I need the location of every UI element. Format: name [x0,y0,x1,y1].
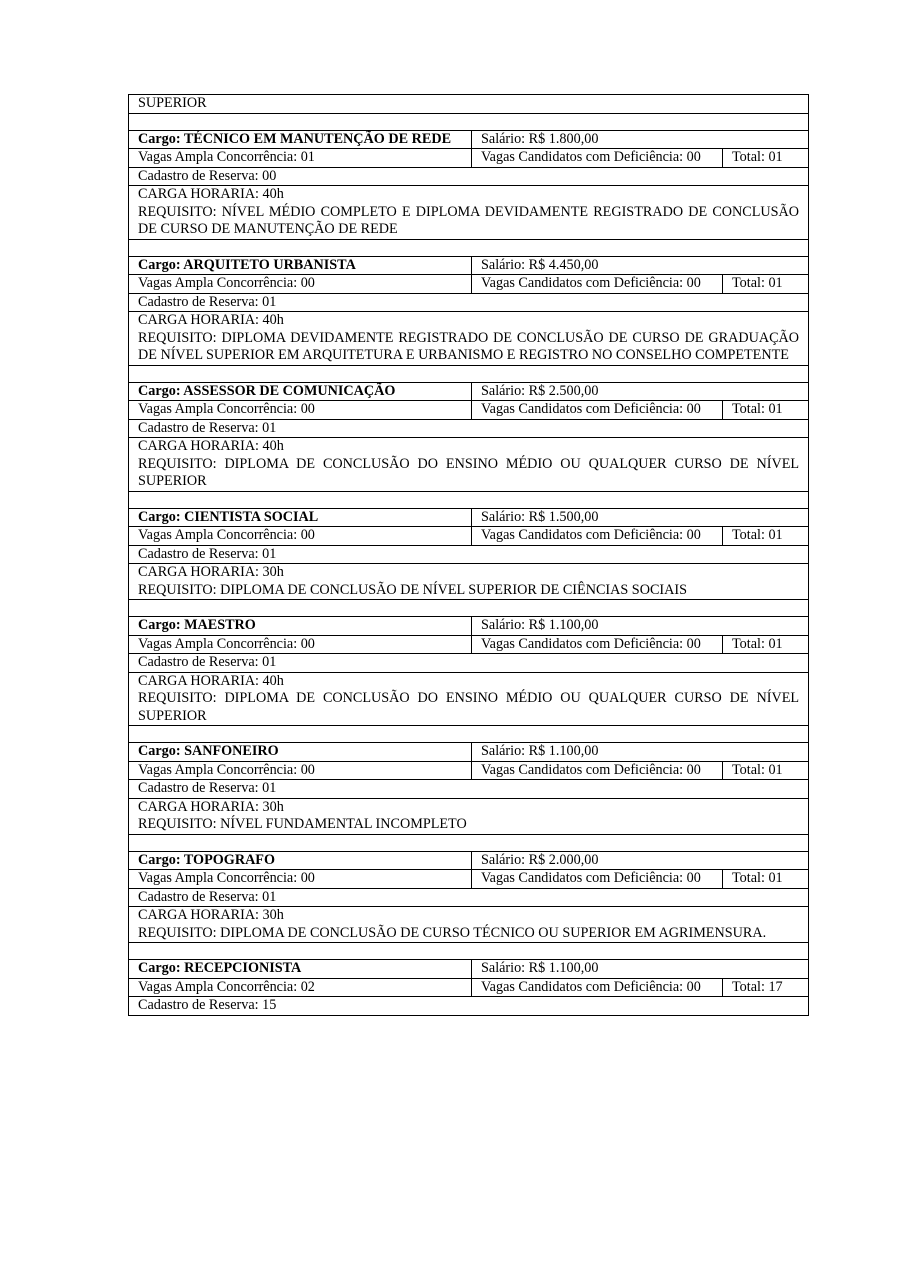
reserve-row [129,654,809,673]
vacancies-row [129,401,809,420]
cargo-row [129,130,809,149]
cargo-title: Cargo: SANFONEIRO [129,743,472,762]
reserve-registry: Cadastro de Reserva: 15 [129,997,809,1016]
salary: Salário: R$ 1.500,00 [472,508,809,527]
cargo-row [129,960,809,979]
reserve-row [129,997,809,1016]
salary: Salário: R$ 2.500,00 [472,382,809,401]
reserve-row [129,419,809,438]
cargo-row [129,743,809,762]
requirements-row [129,672,809,726]
reserve-row [129,545,809,564]
spacer-row [129,365,809,382]
workload: CARGA HORARIA: 30h [138,907,284,923]
spacer-cell [129,113,809,130]
cargo-row [129,256,809,275]
requirement: REQUISITO: DIPLOMA DE CONCLUSÃO DE CURSO TÉCNICO OU SUPERIOR EM AGRIMENSURA. [138,924,767,941]
spacer-row [129,600,809,617]
requirement: REQUISITO: DIPLOMA DE CONCLUSÃO DO ENSINO MÉDIO OU QUALQUER CURSO DE NÍVEL SUPERIOR [138,690,800,724]
requirements-row [129,907,809,943]
cargo-row [129,851,809,870]
requirements-cell [129,186,809,240]
spacer-row [129,726,809,743]
requirement: REQUISITO: DIPLOMA DEVIDAMENTE REGISTRADO DE CONCLUSÃO DE CURSO DE GRADUAÇÃO DE NÍVEL SUPERIOR EM ARQUITETURA E URBANISMO E REGISTRO NO CONSELHO COMPETENTE [138,329,800,363]
cargo-title: Cargo: TOPOGRAFO [129,851,472,870]
cargo-title: Cargo: ASSESSOR DE COMUNICAÇÃO [129,382,472,401]
top-line-text: SUPERIOR [129,95,809,114]
requirements-cell [129,907,809,943]
vacancies-total: Total: 01 [723,527,809,546]
spacer-row [129,834,809,851]
vacancies-row [129,149,809,168]
vacancies-general: Vagas Ampla Concorrência: 02 [129,978,472,997]
spacer-cell [129,600,809,617]
reserve-row [129,167,809,186]
cargo-row [129,617,809,636]
spacer-row [129,943,809,960]
vacancies-total: Total: 01 [723,870,809,889]
spacer-cell [129,491,809,508]
vacancies-disability: Vagas Candidatos com Deficiência: 00 [472,527,723,546]
vacancies-general: Vagas Ampla Concorrência: 00 [129,275,472,294]
reserve-registry: Cadastro de Reserva: 01 [129,293,809,312]
vacancies-disability: Vagas Candidatos com Deficiência: 00 [472,401,723,420]
cargo-title: Cargo: TÉCNICO EM MANUTENÇÃO DE REDE [129,130,472,149]
vacancies-total: Total: 01 [723,635,809,654]
requirements-row [129,798,809,834]
reserve-row [129,888,809,907]
job-positions-table [128,94,809,1016]
spacer-cell [129,834,809,851]
spacer-cell [129,943,809,960]
spacer-cell [129,239,809,256]
salary: Salário: R$ 1.100,00 [472,617,809,636]
vacancies-row [129,635,809,654]
cargo-title: Cargo: CIENTISTA SOCIAL [129,508,472,527]
workload: CARGA HORARIA: 40h [138,438,284,454]
cargo-title: Cargo: ARQUITETO URBANISTA [129,256,472,275]
salary: Salário: R$ 4.450,00 [472,256,809,275]
job-positions-document [128,94,808,1016]
reserve-registry: Cadastro de Reserva: 01 [129,888,809,907]
vacancies-disability: Vagas Candidatos com Deficiência: 00 [472,635,723,654]
requirements-row [129,564,809,600]
vacancies-total: Total: 01 [723,401,809,420]
spacer-row [129,491,809,508]
workload: CARGA HORARIA: 30h [138,564,284,580]
requirement: REQUISITO: DIPLOMA DE CONCLUSÃO DO ENSINO MÉDIO OU QUALQUER CURSO DE NÍVEL SUPERIOR [138,455,800,489]
workload: CARGA HORARIA: 40h [138,186,284,202]
vacancies-general: Vagas Ampla Concorrência: 00 [129,870,472,889]
requirement: REQUISITO: DIPLOMA DE CONCLUSÃO DE NÍVEL SUPERIOR DE CIÊNCIAS SOCIAIS [138,581,687,598]
top-continuation-row [129,95,809,114]
reserve-row [129,780,809,799]
vacancies-total: Total: 01 [723,761,809,780]
spacer-row [129,113,809,130]
vacancies-disability: Vagas Candidatos com Deficiência: 00 [472,870,723,889]
workload: CARGA HORARIA: 40h [138,312,284,328]
vacancies-general: Vagas Ampla Concorrência: 01 [129,149,472,168]
vacancies-disability: Vagas Candidatos com Deficiência: 00 [472,275,723,294]
reserve-registry: Cadastro de Reserva: 00 [129,167,809,186]
reserve-row [129,293,809,312]
requirement: REQUISITO: NÍVEL FUNDAMENTAL INCOMPLETO [138,816,467,832]
salary: Salário: R$ 1.100,00 [472,743,809,762]
workload: CARGA HORARIA: 40h [138,672,284,689]
spacer-row [129,239,809,256]
vacancies-general: Vagas Ampla Concorrência: 00 [129,401,472,420]
reserve-registry: Cadastro de Reserva: 01 [129,545,809,564]
salary: Salário: R$ 1.100,00 [472,960,809,979]
spacer-cell [129,726,809,743]
cargo-title: Cargo: MAESTRO [129,617,472,636]
requirements-cell [129,798,809,834]
cargo-row [129,508,809,527]
workload: CARGA HORARIA: 30h [138,798,284,815]
requirements-row [129,438,809,492]
vacancies-general: Vagas Ampla Concorrência: 00 [129,635,472,654]
vacancies-total: Total: 17 [723,978,809,997]
reserve-registry: Cadastro de Reserva: 01 [129,419,809,438]
vacancies-total: Total: 01 [723,149,809,168]
requirements-cell [129,564,809,600]
vacancies-row [129,275,809,294]
vacancies-general: Vagas Ampla Concorrência: 00 [129,527,472,546]
reserve-registry: Cadastro de Reserva: 01 [129,654,809,673]
requirements-cell [129,312,809,366]
vacancies-row [129,978,809,997]
cargo-title: Cargo: RECEPCIONISTA [129,960,472,979]
vacancies-disability: Vagas Candidatos com Deficiência: 00 [472,149,723,168]
requirements-cell [129,672,809,726]
vacancies-disability: Vagas Candidatos com Deficiência: 00 [472,978,723,997]
salary: Salário: R$ 1.800,00 [472,130,809,149]
requirement: REQUISITO: NÍVEL MÉDIO COMPLETO E DIPLOMA DEVIDAMENTE REGISTRADO DE CONCLUSÃO DE CURSO DE MANUTENÇÃO DE REDE [138,203,800,237]
requirements-cell [129,438,809,492]
reserve-registry: Cadastro de Reserva: 01 [129,780,809,799]
vacancies-row [129,870,809,889]
requirements-row [129,186,809,240]
vacancies-general: Vagas Ampla Concorrência: 00 [129,761,472,780]
requirements-row [129,312,809,366]
spacer-cell [129,365,809,382]
vacancies-disability: Vagas Candidatos com Deficiência: 00 [472,761,723,780]
vacancies-row [129,527,809,546]
vacancies-total: Total: 01 [723,275,809,294]
cargo-row [129,382,809,401]
salary: Salário: R$ 2.000,00 [472,851,809,870]
vacancies-row [129,761,809,780]
